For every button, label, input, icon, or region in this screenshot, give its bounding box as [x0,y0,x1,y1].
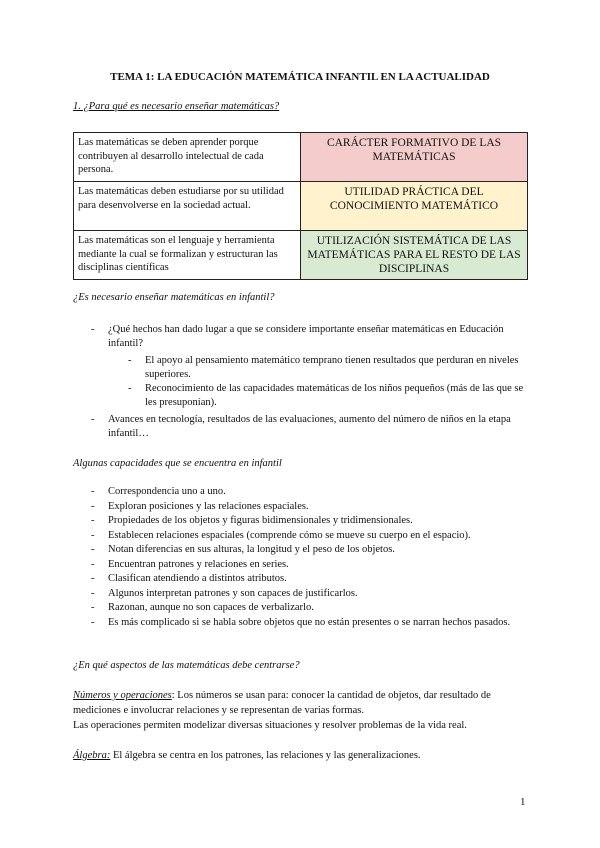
page-title: TEMA 1: LA EDUCACIÓN MATEMÁTICA INFANTIL EN LA ACTUALIDAD [110,71,490,83]
bullet-list [73,323,533,441]
section-heading: 1. ¿Para qué es necesario enseñar matemáticas? [73,101,280,112]
table-cell-label: UTILIDAD PRÁCTICA DEL CONOCIMIENTO MATEMÁTICO [301,182,528,231]
bullet-list [73,485,533,630]
list-item: - Notan diferencias en sus alturas, la longitud y el peso de los objetos. [73,543,533,558]
numeros-label: Números y operaciones [73,690,172,701]
table-cell: Las matemáticas deben estudiarse por su utilidad para desenvolverse en la sociedad actual. [74,182,301,231]
question-heading: ¿Es necesario enseñar matemáticas en infantil? [73,292,275,303]
list-item: - Es más complicado si se habla sobre objetos que no están presentes o se narran hechos pasados. [73,616,533,631]
algebra-text: El álgebra se centra en los patrones, las relaciones y las generalizaciones. [110,750,421,761]
table-row [74,182,528,231]
table-cell-label: CARÁCTER FORMATIVO DE LAS MATEMÁTICAS [301,133,528,182]
list-item: - Avances en tecnología, resultados de las evaluaciones, aumento del número de niños en la etapa infantil… [73,413,533,441]
algebra-label: Álgebra: [73,750,111,761]
list-item: - Clasifican atendiendo a distintos atributos. [73,572,533,587]
list-item: - Razonan, aunque no son capaces de verbalizarlo. [73,601,533,616]
table-row [74,133,528,182]
purpose-table [73,132,528,280]
list-item: - Reconocimiento de las capacidades matemáticas de los niños pequeños (más de las que se les presuponían). [73,382,533,410]
list-item: - Encuentran patrones y relaciones en series. [73,558,533,573]
table-cell: Las matemáticas se deben aprender porque contribuyen al desarrollo intelectual de cada persona. [74,133,301,182]
list-item: - Establecen relaciones espaciales (comprende cómo se mueve su cuerpo en el espacio). [73,529,533,544]
table-row [74,231,528,280]
page-number: 1 [520,796,526,808]
list-item: - ¿Qué hechos han dado lugar a que se considere importante enseñar matemáticas en Educación infantil? [73,323,533,351]
operaciones-text: Las operaciones permiten modelizar diversas situaciones y resolver problemas de la vida real. [73,720,467,731]
list-item: - Algunos interpretan patrones y son capaces de justificarlos. [73,587,533,602]
table-cell: Las matemáticas son el lenguaje y herramienta mediante la cual se formalizan y estructuran las disciplinas científicas [74,231,301,280]
question-heading: Algunas capacidades que se encuentra en infantil [73,458,282,469]
question-heading: ¿En qué aspectos de las matemáticas debe centrarse? [73,660,300,671]
list-item: - Exploran posiciones y las relaciones espaciales. [73,500,533,515]
list-item: - El apoyo al pensamiento matemático temprano tienen resultados que perduran en niveles superiores. [73,354,533,382]
numeros-paragraph [73,688,528,733]
numeros-text: : Los números se usan para: conocer la cantidad de objetos, dar resultado de mediciones e involucrar relaciones y se representan de varias formas. [73,690,491,716]
list-item: - Correspondencia uno a uno. [73,485,533,500]
algebra-paragraph [73,748,528,763]
table-cell-label: UTILIZACIÓN SISTEMÁTICA DE LAS MATEMÁTICAS PARA EL RESTO DE LAS DISCIPLINAS [301,231,528,280]
list-item: - Propiedades de los objetos y figuras bidimensionales y tridimensionales. [73,514,533,529]
